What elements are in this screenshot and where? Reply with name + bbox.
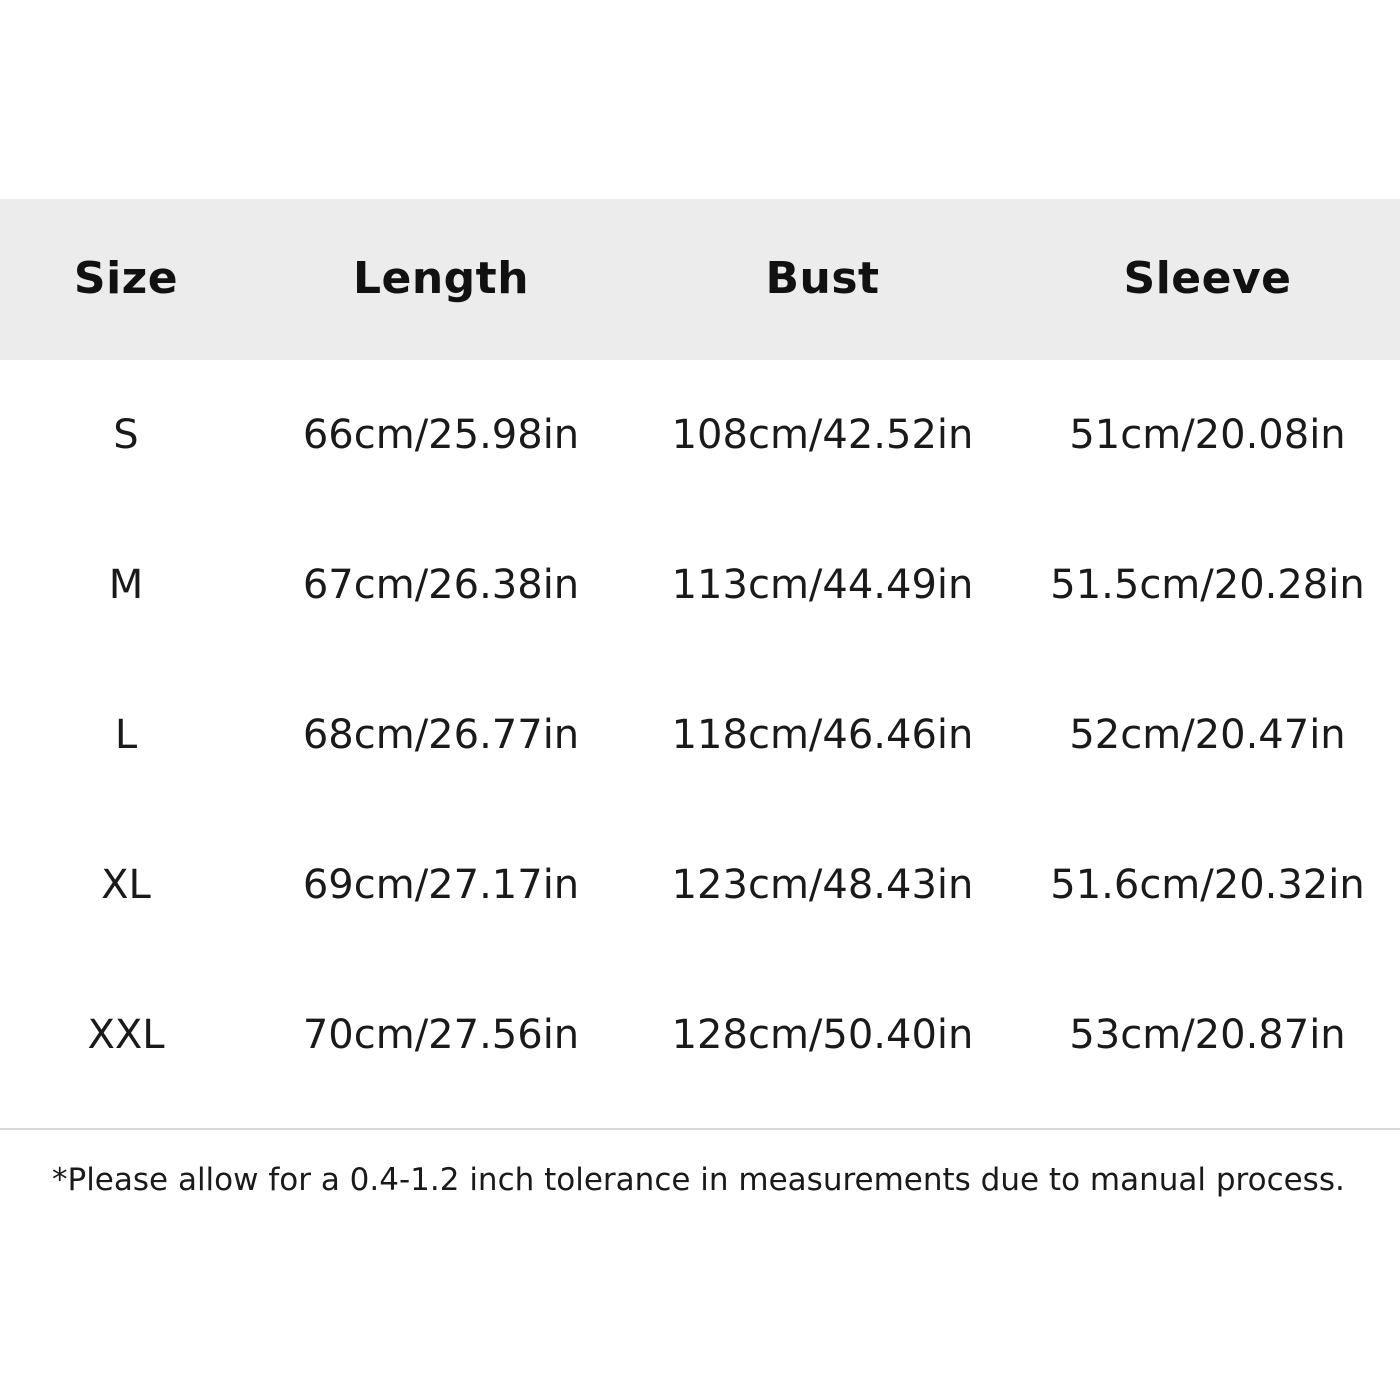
cell-sleeve: 51.5cm/20.28in [1050, 561, 1365, 608]
table-row [0, 660, 1400, 810]
column-header-sleeve: Sleeve [1123, 252, 1292, 304]
table-header [0, 199, 1400, 360]
cell-size: M [108, 561, 144, 608]
cell-length: 67cm/26.38in [302, 561, 580, 608]
column-header-bust: Bust [765, 252, 880, 304]
cell-bust: 123cm/48.43in [671, 861, 974, 908]
table-header-row [0, 199, 1400, 360]
cell-length: 69cm/27.17in [302, 861, 580, 908]
cell-size: S [113, 411, 139, 458]
column-header-size: Size [73, 252, 179, 304]
cell-sleeve: 51cm/20.08in [1069, 411, 1346, 458]
cell-bust: 108cm/42.52in [671, 411, 974, 458]
cell-size: XXL [87, 1011, 165, 1058]
column-header-length: Length [352, 252, 530, 304]
cell-sleeve: 52cm/20.47in [1069, 711, 1346, 758]
table-body [0, 360, 1400, 1110]
table-row [0, 510, 1400, 660]
cell-sleeve: 51.6cm/20.32in [1050, 861, 1365, 908]
cell-size: XL [101, 861, 151, 908]
table-row [0, 810, 1400, 960]
table-row [0, 360, 1400, 510]
tolerance-note-section [0, 1128, 1400, 1202]
size-chart-table [0, 199, 1400, 1110]
cell-size: L [114, 711, 138, 758]
cell-length: 68cm/26.77in [302, 711, 580, 758]
cell-sleeve: 53cm/20.87in [1069, 1011, 1346, 1058]
cell-bust: 128cm/50.40in [671, 1011, 974, 1058]
cell-length: 66cm/25.98in [302, 411, 580, 458]
table-row [0, 960, 1400, 1110]
cell-length: 70cm/27.56in [302, 1011, 580, 1058]
tolerance-note: *Please allow for a 0.4-1.2 inch tolerance in measurements due to manual process. [52, 1161, 1345, 1198]
cell-bust: 118cm/46.46in [671, 711, 974, 758]
cell-bust: 113cm/44.49in [671, 561, 974, 608]
